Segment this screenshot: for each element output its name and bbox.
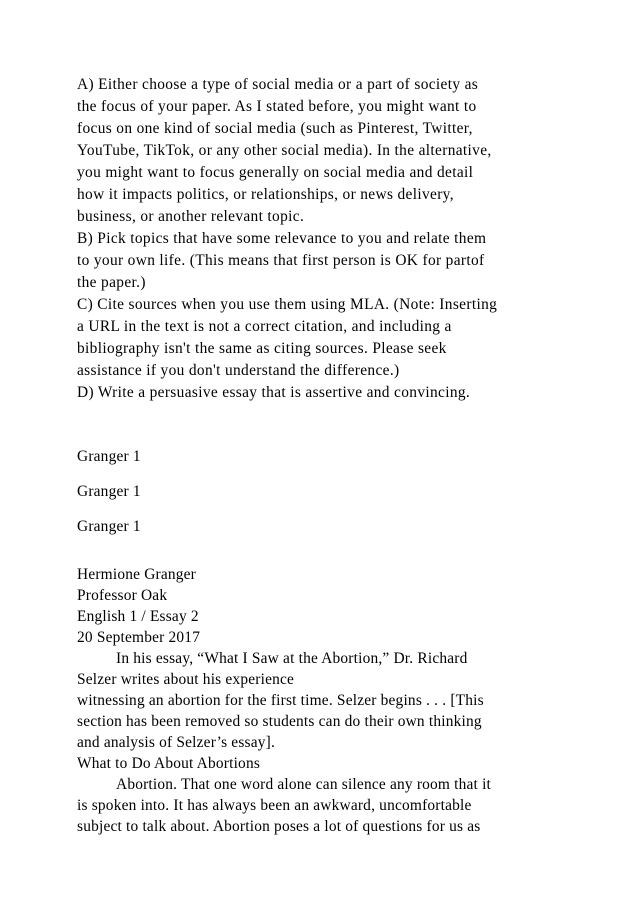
instruction-line: to your own life. (This means that first person is OK for partof <box>77 252 485 269</box>
instruction-line: B) Pick topics that have some relevance to you and relate them <box>77 230 487 247</box>
essay-subtitle: What to Do About Abortions <box>77 755 261 772</box>
paragraph-line: is spoken into. It has always been an awkward, uncomfortable <box>77 797 472 814</box>
instruction-line: assistance if you don't understand the difference.) <box>77 362 400 379</box>
professor-name: Professor Oak <box>77 587 168 604</box>
instruction-line: D) Write a persuasive essay that is assertive and convincing. <box>77 384 471 401</box>
running-header: Granger 1 <box>77 518 141 535</box>
instruction-line: A) Either choose a type of social media or a part of society as <box>77 76 479 93</box>
instruction-line: the focus of your paper. As I stated before, you might want to <box>77 98 477 115</box>
instruction-line: how it impacts politics, or relationships, or news delivery, <box>77 186 454 203</box>
paragraph-line: witnessing an abortion for the first time. Selzer begins . . . [This <box>77 692 484 709</box>
paragraph-line: Selzer writes about his experience <box>77 671 295 688</box>
instruction-line: C) Cite sources when you use them using MLA. (Note: Inserting <box>77 296 498 313</box>
instruction-line: a URL in the text is not a correct citation, and including a <box>77 318 452 335</box>
paragraph-line: In his essay, “What I Saw at the Abortion,” Dr. Richard <box>116 650 468 667</box>
essay-date: 20 September 2017 <box>77 629 201 646</box>
running-header: Granger 1 <box>77 483 141 500</box>
instruction-line: YouTube, TikTok, or any other social media). In the alternative, <box>77 142 492 159</box>
instruction-line: business, or another relevant topic. <box>77 208 305 225</box>
paragraph-line: subject to talk about. Abortion poses a lot of questions for us as <box>77 818 481 835</box>
course-name: English 1 / Essay 2 <box>77 608 199 625</box>
running-header: Granger 1 <box>77 448 141 465</box>
paragraph-line: section has been removed so students can do their own thinking <box>77 713 482 730</box>
instruction-line: focus on one kind of social media (such as Pinterest, Twitter, <box>77 120 473 137</box>
instruction-line: you might want to focus generally on social media and detail <box>77 164 474 181</box>
paragraph-line: Abortion. That one word alone can silence any room that it <box>116 776 492 793</box>
instruction-line: bibliography isn't the same as citing sources. Please seek <box>77 340 447 357</box>
paragraph-line: and analysis of Selzer’s essay]. <box>77 734 276 751</box>
instruction-line: the paper.) <box>77 274 146 291</box>
student-name: Hermione Granger <box>77 566 197 583</box>
